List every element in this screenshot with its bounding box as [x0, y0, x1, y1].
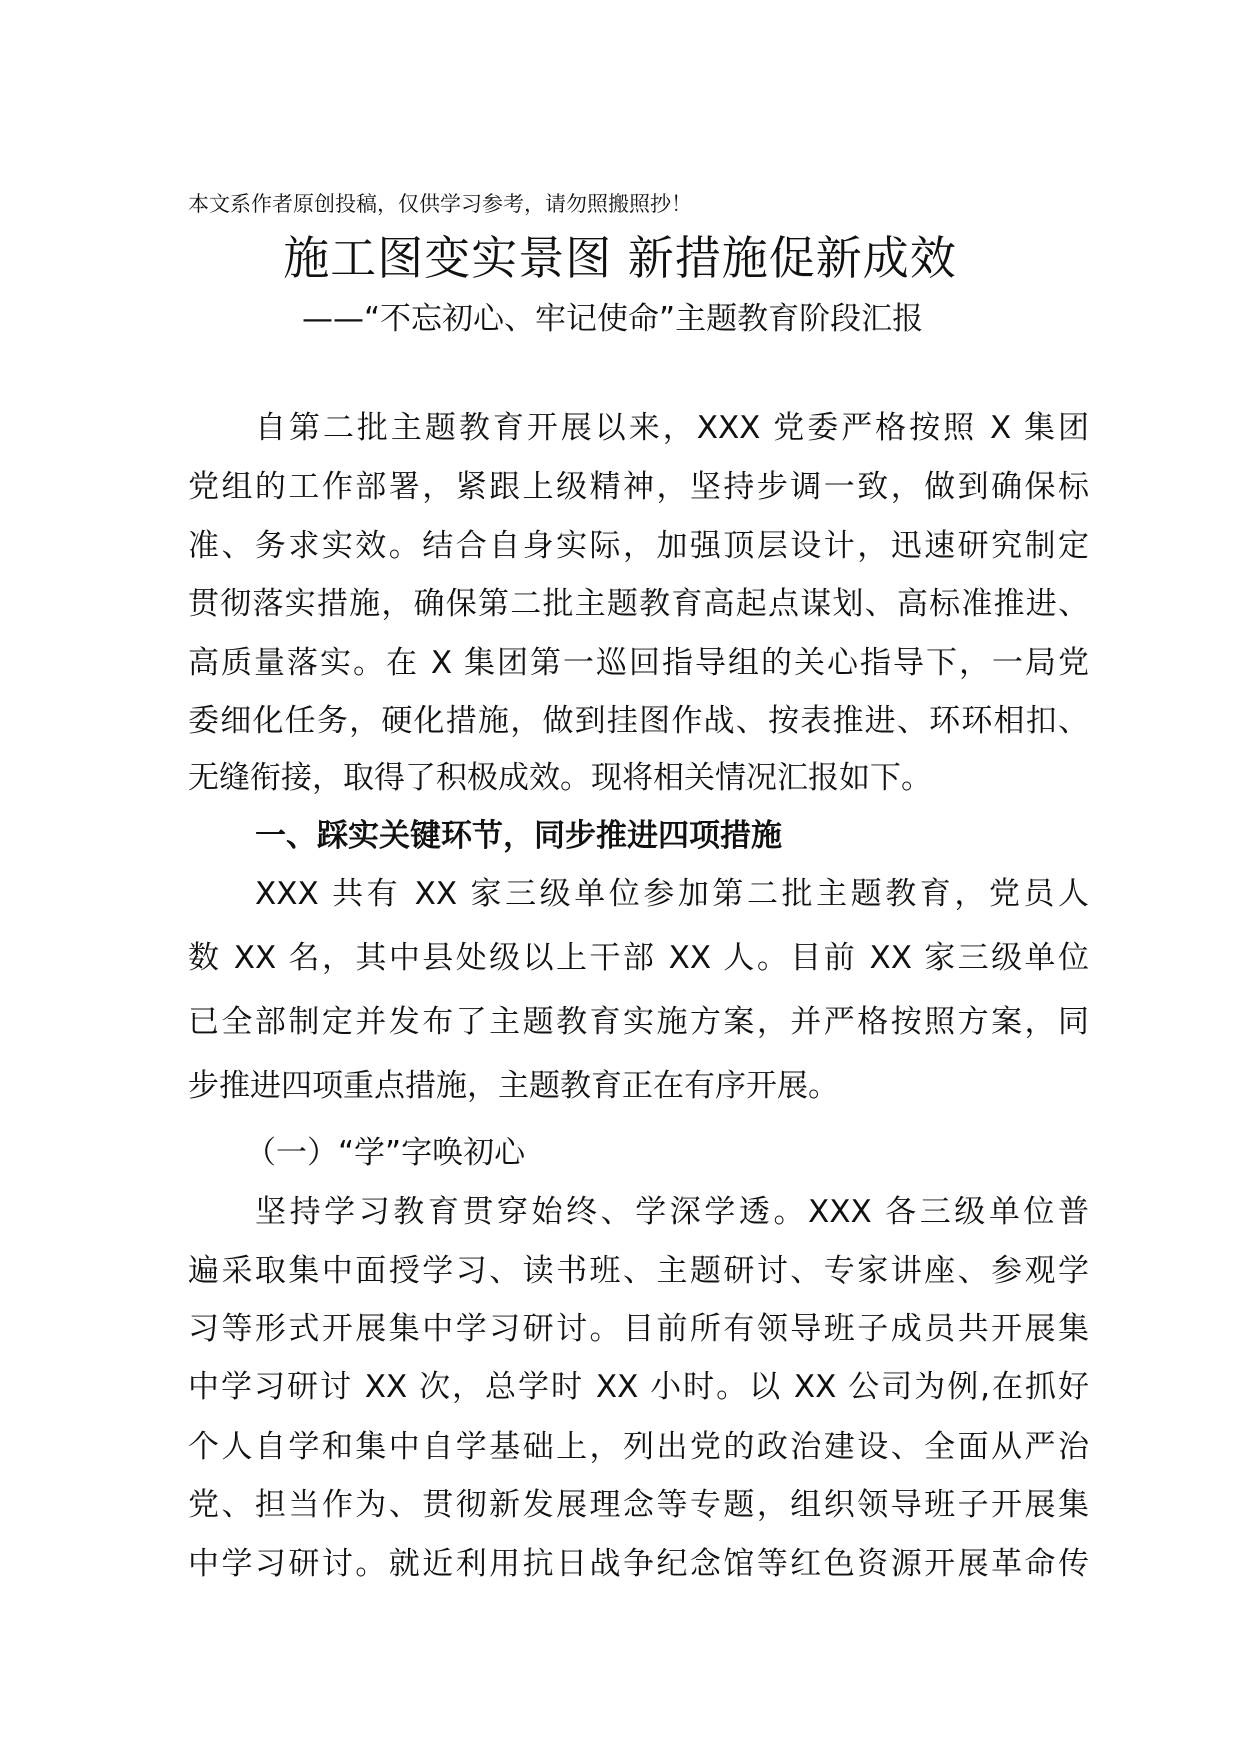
text-line: 准、务求实效。结合自身实际，加强顶层设计，迅速研究制定 — [188, 528, 1089, 564]
text-line: 高质量落实。在 X 集团第一巡回指导组的关心指导下，一局党 — [188, 645, 1089, 681]
text-line: 自第二批主题教育开展以来，XXX 党委严格按照 X 集团 — [255, 410, 1089, 446]
copyright-note: 本文系作者原创投稿，仅供学习参考，请勿照搬照抄！ — [188, 192, 692, 216]
text-line: 坚持学习教育贯穿始终、学深学透。XXX 各三级单位普 — [255, 1194, 1089, 1230]
text-line: XXX 共有 XX 家三级单位参加第二批主题教育，党员人 — [255, 876, 1089, 912]
text-line: 委细化任务，硬化措施，做到挂图作战、按表推进、环环相扣、 — [188, 703, 1089, 739]
text-line: 习等形式开展集中学习研讨。目前所有领导班子成员共开展集 — [188, 1311, 1089, 1347]
text-line: 党、担当作为、贯彻新发展理念等专题，组织领导班子开展集 — [188, 1487, 1089, 1523]
text-line: 中学习研讨。就近利用抗日战争纪念馆等红色资源开展革命传 — [188, 1546, 1089, 1582]
text-line: 已全部制定并发布了主题教育实施方案，并严格按照方案，同 — [188, 1004, 1089, 1040]
text-line: 党组的工作部署，紧跟上级精神，坚持步调一致，做到确保标 — [188, 469, 1089, 505]
subsection-heading-1: （一）“学”字唤初心 — [245, 1135, 526, 1171]
text-line: 中学习研讨 XX 次，总学时 XX 小时。以 XX 公司为例,在抓好 — [188, 1369, 1089, 1405]
text-line: 贯彻落实措施，确保第二批主题教育高起点谋划、高标准推进、 — [188, 586, 1089, 622]
document-title: 施工图变实景图 新措施促新成效 — [283, 231, 957, 285]
section-heading-1: 一、踩实关键环节，同步推进四项措施 — [255, 818, 782, 854]
text-line: 遍采取集中面授学习、读书班、主题研讨、专家讲座、参观学 — [188, 1253, 1089, 1289]
text-line: 数 XX 名，其中县处级以上干部 XX 人。目前 XX 家三级单位 — [188, 940, 1089, 976]
document-subtitle: ——“不忘初心、牢记使命”主题教育阶段汇报 — [302, 301, 924, 337]
text-line: 步推进四项重点措施，主题教育正在有序开展。 — [188, 1068, 839, 1104]
text-line: 个人自学和集中自学基础上，列出党的政治建设、全面从严治 — [188, 1429, 1089, 1465]
text-line: 无缝衔接，取得了积极成效。现将相关情况汇报如下。 — [188, 760, 932, 796]
